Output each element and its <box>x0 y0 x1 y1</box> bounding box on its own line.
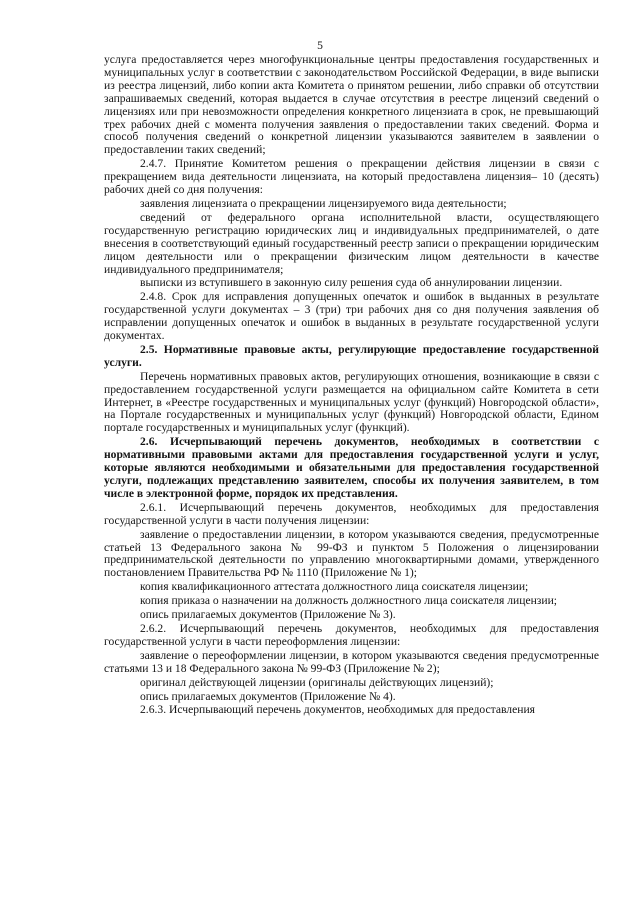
section-heading-2-6: 2.6. Исчерпывающий перечень документов, необходимых в соответствии с нормативными правовыми актами для предоставления государственной услуги и услуг, которые являются необходимыми и обязательными для предоставления государственной услуги, подлежащих представлению заявителем, способы их получения заявителем, в том числе в электронной форме, порядок их представления. <box>104 435 599 500</box>
list-item-appointment-order: копия приказа о назначении на должность должностного лица соискателя лицензии; <box>140 594 558 608</box>
list-item-reissue-application: заявление о переоформлении лицензии, в котором указываются сведения предусмотренные статьями 13 и 18 Федерального закона № 99-ФЗ (Приложение № 2); <box>104 648 599 675</box>
page-number: 5 <box>317 39 323 52</box>
paragraph-2-6-1: 2.6.1. Исчерпывающий перечень документов, необходимых для предоставления государственной услуги в части получения лицензии: <box>104 500 599 527</box>
paragraph-2-4-7: 2.4.7. Принятие Комитетом решения о прекращении действия лицензии в связи с прекращением вида деятельности лицензиата, на который предоставлена лицензия– 10 (десять) рабочих дней со дня получения: <box>104 157 599 197</box>
list-item-inventory-4: опись прилагаемых документов (Приложение № 4). <box>140 689 396 703</box>
list-item-license-application: заявление о предоставлении лицензии, в котором указываются сведения, предусмотренные статьей 13 Федерального закона № 99-ФЗ и пунктом 5 Положения о лицензировании предпринимательской деятельности по управлению многоквартирными домами, утвержденного постановлением Правительства РФ № 1110 (Приложение № 1); <box>104 527 599 580</box>
section-heading-2-5: 2.5. Нормативные правовые акты, регулирующие предоставление государственной услуги. <box>104 342 599 369</box>
paragraph-legal-acts: Перечень нормативных правовых актов, регулирующих отношения, возникающие в связи с предоставлением государственной услуги размещается на официальном сайте Комитета в сети Интернет, в «Реестре государственных и муниципальных услуг (функций) Новгородской области», на Портале государственных и муниципальных услуг (функций) Новгородской области, Едином портале государственных и муниципальных услуг (функций). <box>104 369 599 435</box>
paragraph-2-6-3: 2.6.3. Исчерпывающий перечень документов, необходимых для предоставления <box>140 703 535 717</box>
list-item-original-license: оригинал действующей лицензии (оригиналы действующих лицензий); <box>140 675 494 689</box>
list-item-licensee-application: заявления лицензиата о прекращении лицензируемого вида деятельности; <box>140 196 507 210</box>
list-item-federal-info: сведений от федерального органа исполнительной власти, осуществляющего государственную регистрацию юридических лиц и индивидуальных предпринимателей, о дате внесения в соответствующий единый государственный реестр записи о прекращении юридическим лицом деятельности или о прекращении физическим лицом деятельности в качестве индивидуального предпринимателя; <box>104 210 599 276</box>
document-body <box>104 54 599 718</box>
paragraph-mfc-extract: услуга предоставляется через многофункциональные центры предоставления государственных и муниципальных услуг в соответствии с законодательством Российской Федерации, в виде выписки из реестра лицензий, либо копии акта Комитета о принятом решении, либо справки об отсутствии запрашиваемых сведений, которая выдается в случае отсутствия в реестре лицензий сведений о лицензиях или при невозможности определения конкретного лицензиата в срок, не превышающий трех рабочих дней с момента получения заявления о предоставлении таких сведений. Форма и способ получения сведений о конкретной лицензии указываются заявителем в заявлении о предоставлении таких сведений; <box>104 53 599 157</box>
paragraph-2-6-2: 2.6.2. Исчерпывающий перечень документов, необходимых для предоставления государственной услуги в части переоформления лицензии: <box>104 621 599 648</box>
list-item-court-decision: выписки из вступившего в законную силу решения суда об аннулировании лицензии. <box>140 276 563 290</box>
paragraph-2-4-8: 2.4.8. Срок для исправления допущенных опечаток и ошибок в выданных в результате государственной услуги документах – 3 (три) три рабочих дня со дня получения заявления об исправлении допущенных опечаток и ошибок в выданных в результате государственной услуги документах. <box>104 290 599 343</box>
list-item-qualification-certificate: копия квалификационного аттестата должностного лица соискателя лицензии; <box>140 580 529 594</box>
list-item-inventory-3: опись прилагаемых документов (Приложение № 3). <box>140 608 396 622</box>
